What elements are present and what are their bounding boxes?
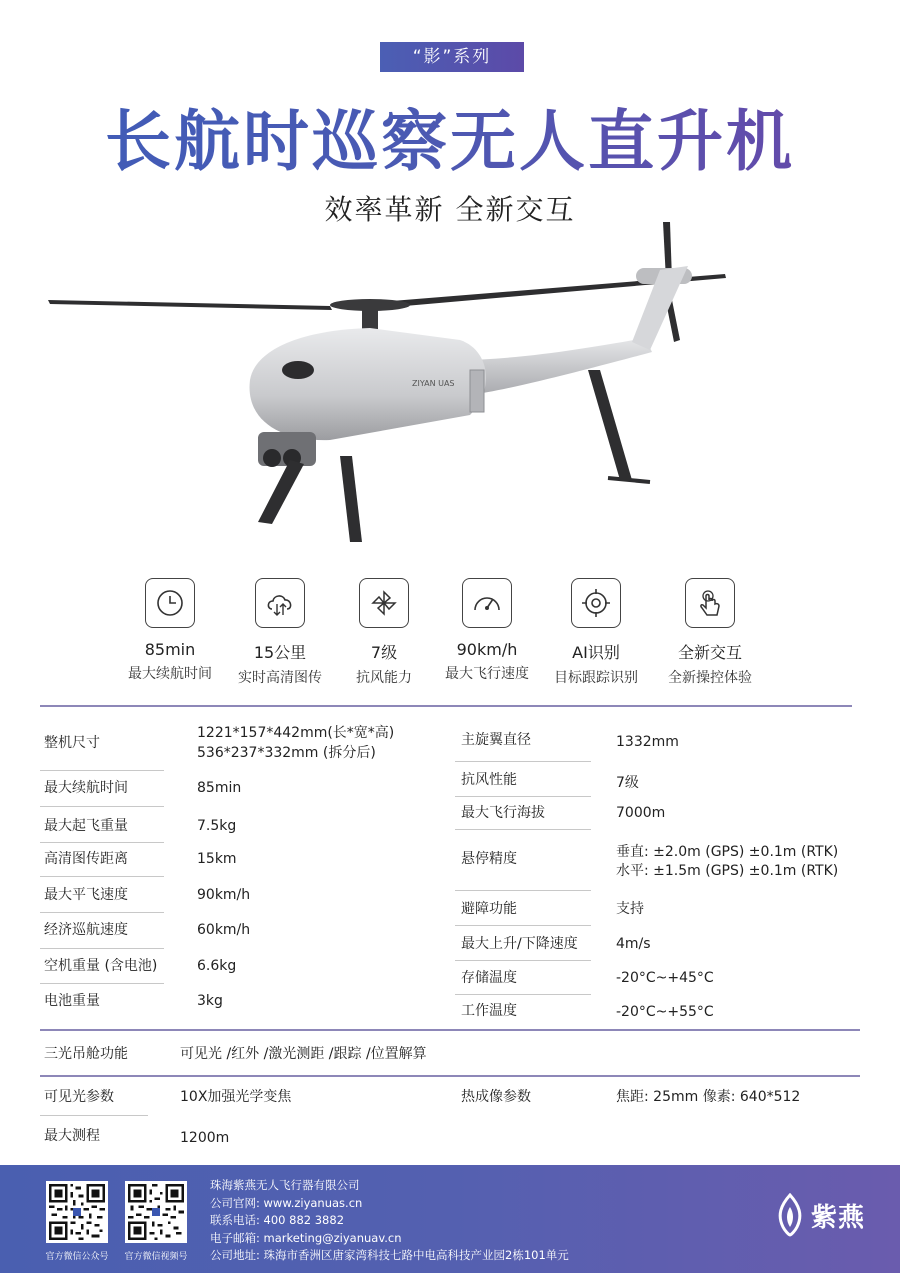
- feature-value: AI识别: [572, 643, 620, 662]
- feature-endurance: [110, 578, 230, 683]
- feature-label: 目标跟踪识别: [554, 670, 638, 686]
- spec-value: -20°C~+55°C: [616, 1004, 714, 1020]
- feature-label: 全新操控体验: [668, 670, 752, 686]
- range-value: 1200m: [180, 1130, 230, 1146]
- company-name: 珠海紫燕无人飞行器有限公司: [210, 1178, 360, 1192]
- qr-caption: 官方微信公众号: [45, 1252, 109, 1262]
- spec-value: 536*237*332mm (拆分后): [197, 745, 376, 761]
- feature-value: 7级: [370, 643, 398, 662]
- spec-label: 悬停精度: [461, 851, 517, 867]
- thermal-value: 焦距: 25mm 像素: 640*512: [616, 1089, 801, 1105]
- spec-value: 7.5kg: [197, 818, 237, 834]
- spec-value: -20°C~+45°C: [616, 970, 714, 986]
- spec-label: 避障功能: [461, 901, 517, 917]
- feature-row: [110, 578, 790, 688]
- spec-value: 3kg: [197, 993, 223, 1009]
- feature-label: 最大飞行速度: [445, 666, 529, 682]
- spec-label: 经济巡航速度: [44, 922, 128, 938]
- spec-label: 高清图传距离: [44, 851, 128, 867]
- company-phone[interactable]: 联系电话: 400 882 3882: [210, 1213, 345, 1227]
- spec-label: 工作温度: [461, 1003, 517, 1019]
- brand-logo: [775, 1193, 865, 1237]
- spec-value: 水平: ±1.5m (GPS) ±0.1m (RTK): [616, 863, 839, 879]
- feature-value: 85min: [144, 640, 196, 659]
- spec-label: 抗风性能: [461, 772, 517, 788]
- thermal-label: 热成像参数: [461, 1089, 531, 1105]
- feature-transmission: [220, 578, 340, 687]
- spec-value: 6.6kg: [197, 958, 237, 974]
- gimbal-value: 可见光 /红外 /激光测距 /跟踪 /位置解算: [180, 1046, 427, 1062]
- feature-ai: [536, 578, 656, 687]
- spec-label: 最大上升/下降速度: [461, 936, 578, 952]
- range-label: 最大测程: [44, 1128, 100, 1144]
- speedometer-icon: [462, 578, 512, 628]
- spec-value: 7000m: [616, 805, 666, 821]
- spec-label: 最大起飞重量: [44, 818, 128, 834]
- target-icon: [571, 578, 621, 628]
- brand-name: 紫燕: [811, 1202, 866, 1233]
- cloud-transfer-icon: [255, 578, 305, 628]
- company-website[interactable]: 公司官网: www.ziyanuas.cn: [210, 1195, 363, 1210]
- spec-value: 1332mm: [616, 734, 679, 750]
- body-brand-mark: ZIYAN UAS: [412, 379, 455, 388]
- spec-value: 垂直: ±2.0m (GPS) ±0.1m (RTK): [616, 844, 839, 860]
- spec-value: 1221*157*442mm(长*宽*高): [197, 725, 395, 741]
- spec-label: 整机尺寸: [44, 735, 100, 751]
- spec-label: 电池重量: [44, 993, 100, 1009]
- helicopter-image: [40, 210, 740, 550]
- spec-label: 存储温度: [461, 970, 517, 986]
- visible-value: 10X加强光学变焦: [180, 1089, 292, 1105]
- section-divider: [40, 1029, 860, 1031]
- company-address: 公司地址: 珠海市香洲区唐家湾科技七路中电高科技产业园2栋101单元: [210, 1248, 569, 1262]
- spec-value: 7级: [616, 775, 639, 791]
- spec-label: 最大飞行海拔: [461, 805, 545, 821]
- spec-label: 最大平飞速度: [44, 887, 128, 903]
- company-info: [210, 1177, 569, 1265]
- spec-value: 85min: [197, 780, 242, 796]
- pinwheel-icon: [359, 578, 409, 628]
- spec-label: 最大续航时间: [44, 780, 128, 796]
- spec-value: 90km/h: [197, 887, 251, 903]
- spec-value: 支持: [616, 901, 644, 917]
- page-title: 长航时巡察无人直升机: [0, 88, 900, 183]
- feature-value: 15公里: [253, 643, 307, 662]
- feature-speed: [427, 578, 547, 683]
- clock-icon: [145, 578, 195, 628]
- spec-value: 15km: [197, 851, 237, 867]
- section-divider: [40, 1075, 860, 1077]
- footer: [0, 1165, 900, 1273]
- page-subtitle: 效率革新 全新交互: [324, 193, 576, 226]
- spec-label: 主旋翼直径: [461, 732, 531, 748]
- feature-label: 抗风能力: [356, 670, 412, 686]
- series-badge: “影”系列: [380, 42, 524, 72]
- qr-caption: 官方微信视频号: [124, 1252, 188, 1262]
- spec-value: 4m/s: [616, 936, 651, 952]
- spec-value: 60km/h: [197, 922, 251, 938]
- spec-label: 空机重量 (含电池): [44, 958, 158, 974]
- feature-label: 实时高清图传: [238, 670, 322, 686]
- touch-hand-icon: [685, 578, 735, 628]
- feature-value: 全新交互: [677, 643, 742, 662]
- feature-wind: [324, 578, 444, 687]
- visible-label: 可见光参数: [44, 1089, 114, 1105]
- section-divider: [40, 705, 852, 707]
- qr-code-wechat-official[interactable]: [46, 1181, 108, 1243]
- feature-label: 最大续航时间: [128, 666, 212, 682]
- qr-code-wechat-video[interactable]: [125, 1181, 187, 1243]
- company-email[interactable]: 电子邮箱: marketing@ziyanuav.cn: [210, 1230, 402, 1245]
- swallow-logo-icon: [775, 1193, 805, 1237]
- feature-value: 90km/h: [456, 640, 518, 659]
- gimbal-label: 三光吊舱功能: [44, 1046, 128, 1062]
- feature-interaction: [650, 578, 770, 687]
